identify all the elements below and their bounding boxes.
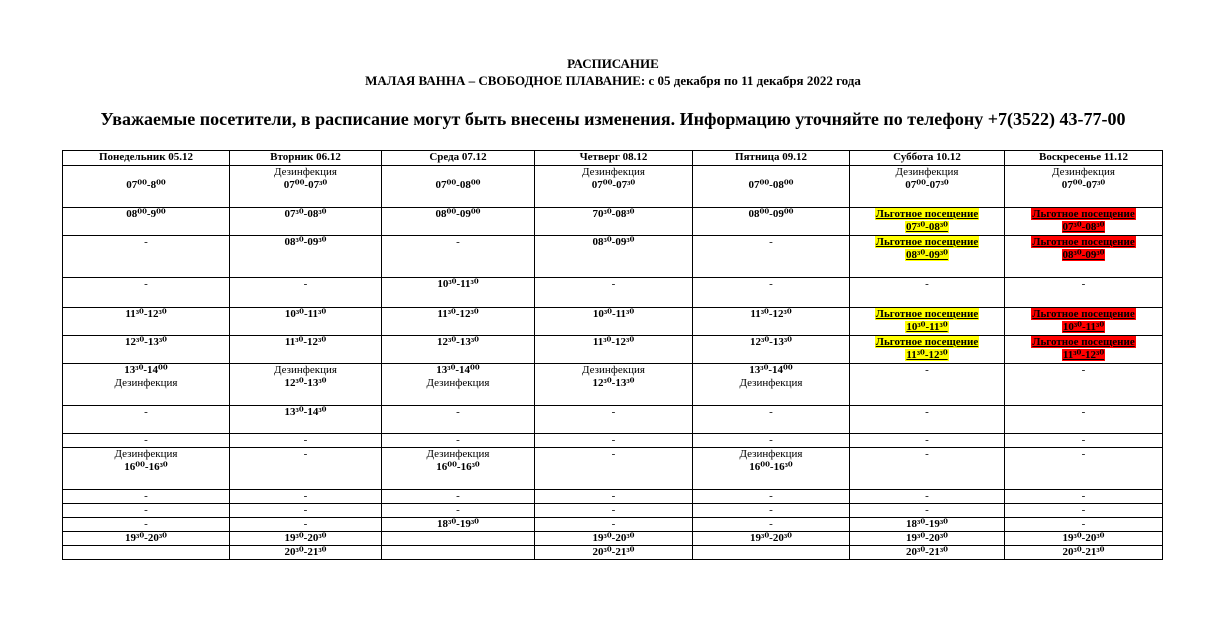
day-header-sunday: Воскресенье 11.12 [1005,151,1163,166]
disinfection-label: Дезинфекция [426,448,490,460]
empty-slot-dash: - [611,434,616,446]
schedule-cell [693,532,850,546]
disinfection-label: Дезинфекция [895,166,959,178]
table-row [63,236,1163,278]
schedule-cell [693,236,850,278]
schedule-cell [850,236,1005,278]
schedule-cell [850,448,1005,490]
empty-slot-dash: - [303,490,308,502]
discount-visit-label: Льготное посещение [875,336,979,348]
time-slot: 10³⁰-11³⁰ [437,278,479,290]
empty-slot-dash: - [769,504,773,516]
table-row [63,364,1163,406]
disinfection-label: Дезинфекция [274,166,337,178]
time-slot: 70³⁰-08³⁰ [592,208,635,220]
schedule-cell [63,546,230,560]
schedule-cell [535,308,693,336]
schedule-cell [230,434,382,448]
schedule-cell [230,448,382,490]
schedule-cell [1005,490,1163,504]
table-row [63,546,1163,560]
time-slot: 16⁰⁰-16³⁰ [124,461,168,473]
time-slot: 12³⁰-13³⁰ [125,336,167,348]
schedule-cell [63,490,230,504]
schedule-cell [1005,364,1163,406]
time-slot: 13³⁰-14⁰⁰ [124,364,168,376]
schedule-cell [382,208,535,236]
empty-slot-dash: - [611,518,616,530]
disinfection-label: Дезинфекция [739,377,803,389]
empty-slot-dash: - [611,504,616,516]
time-slot: 07⁰⁰-08⁰⁰ [748,179,794,191]
schedule-cell [230,546,382,560]
disinfection-label: Дезинфекция [1052,166,1115,178]
time-slot: 20³⁰-21³⁰ [1062,546,1105,558]
schedule-cell [535,364,693,406]
empty-slot-dash: - [611,448,616,460]
empty-slot-dash: - [1081,406,1086,418]
schedule-cell [230,364,382,406]
schedule-cell [63,434,230,448]
schedule-cell [850,532,1005,546]
schedule-cell [382,434,535,448]
time-slot: 08³⁰-09³⁰ [592,236,635,248]
day-header-thursday: Четверг 08.12 [535,151,693,166]
table-row [63,504,1163,518]
time-slot: 10³⁰-11³⁰ [592,308,635,320]
table-header-row [63,151,1163,166]
schedule-cell [693,490,850,504]
empty-slot-dash: - [769,236,773,248]
day-header-friday: Пятница 09.12 [693,151,850,166]
schedule-cell [535,236,693,278]
schedule-cell [63,166,230,208]
discount-visit-label-red: Льготное посещение [1032,236,1135,248]
table-row [63,336,1163,364]
schedule-cell [63,504,230,518]
time-slot: 19³⁰-20³⁰ [125,532,167,544]
empty-slot-dash: - [769,278,773,290]
discount-visit-label-red: Льготное посещение [1032,308,1135,320]
disinfection-label: Дезинфекция [274,364,337,376]
discount-visit-label-red: Льготное посещение [1032,208,1135,220]
schedule-cell [850,504,1005,518]
disinfection-label: Дезинфекция [582,166,645,178]
empty-slot-dash: - [611,406,616,418]
time-slot: 19³⁰-20³⁰ [1062,532,1105,544]
discount-visit-label: 08³⁰-09³⁰ [906,249,948,261]
time-slot: 07⁰⁰-07³⁰ [905,179,949,191]
time-slot: 08⁰⁰-09⁰⁰ [748,208,794,220]
empty-slot-dash: - [769,490,773,502]
empty-slot-dash: - [456,490,460,502]
schedule-cell [1005,504,1163,518]
schedule-cell [63,236,230,278]
schedule-cell [63,448,230,490]
schedule-cell [230,490,382,504]
schedule-cell [230,504,382,518]
discount-visit-label: Льготное посещение [875,308,979,320]
schedule-cell [535,208,693,236]
schedule-cell [535,406,693,434]
schedule-cell [535,518,693,532]
schedule-cell [230,308,382,336]
schedule-cell [535,504,693,518]
schedule-cell [382,166,535,208]
table-row [63,278,1163,308]
time-slot: 19³⁰-20³⁰ [284,532,327,544]
day-header-saturday: Суббота 10.12 [850,151,1005,166]
time-slot: 13³⁰-14⁰⁰ [749,364,793,376]
schedule-cell [230,532,382,546]
schedule-cell [382,308,535,336]
time-slot: 18³⁰-19³⁰ [906,518,948,530]
schedule-cell [1005,434,1163,448]
day-header-monday: Понедельник 05.12 [63,151,230,166]
empty-slot-dash: - [1081,364,1086,376]
notice-text: Уважаемые посетители, в расписание могут быть внесены изменения. Информацию уточняйте по телефону +7(3522) 43-77-00 [100,109,1126,129]
schedule-cell [63,278,230,308]
empty-slot-dash: - [611,490,616,502]
schedule-cell [693,504,850,518]
empty-slot-dash: - [144,490,148,502]
empty-slot-dash: - [1081,278,1086,290]
schedule-cell [382,448,535,490]
schedule-cell [230,278,382,308]
schedule-cell [693,448,850,490]
schedule-cell [230,336,382,364]
disinfection-label: Дезинфекция [582,364,645,376]
time-slot: 20³⁰-21³⁰ [592,546,635,558]
time-slot: 13³⁰-14³⁰ [284,406,327,418]
schedule-cell [693,336,850,364]
schedule-cell [535,166,693,208]
time-slot: 07³⁰-08³⁰ [284,208,327,220]
discount-visit-label: 07³⁰-08³⁰ [906,221,948,233]
schedule-cell [230,166,382,208]
schedule-cell [693,364,850,406]
schedule-cell [1005,308,1163,336]
schedule-cell [535,546,693,560]
page-title: РАСПИСАНИЕ [567,56,659,71]
empty-slot-dash: - [303,504,308,516]
schedule-cell [535,448,693,490]
empty-slot-dash: - [1081,504,1086,516]
schedule-cell [693,278,850,308]
schedule-table [62,150,1163,560]
time-slot: 12³⁰-13³⁰ [750,336,792,348]
time-slot: 10³⁰-11³⁰ [284,308,327,320]
time-slot: 11³⁰-12³⁰ [750,308,792,320]
schedule-cell [850,208,1005,236]
schedule-cell [535,434,693,448]
disinfection-label: Дезинфекция [426,377,490,389]
schedule-cell [382,336,535,364]
disinfection-label: Дезинфекция [739,448,803,460]
discount-visit-label: Льготное посещение [875,208,979,220]
schedule-cell [693,406,850,434]
empty-slot-dash: - [303,278,308,290]
schedule-cell [1005,406,1163,434]
time-slot: 12³⁰-13³⁰ [592,377,635,389]
table-row [63,490,1163,504]
schedule-cell [535,532,693,546]
empty-slot-dash: - [925,278,929,290]
time-slot: 07⁰⁰-08⁰⁰ [435,179,481,191]
empty-slot-dash: - [1081,448,1086,460]
empty-slot-dash: - [1081,490,1086,502]
schedule-cell [63,308,230,336]
schedule-cell [382,278,535,308]
empty-slot-dash: - [144,518,148,530]
time-slot: 07⁰⁰-07³⁰ [591,179,636,191]
empty-slot-dash: - [925,364,929,376]
empty-slot-dash: - [456,406,460,418]
time-slot: 19³⁰-20³⁰ [906,532,948,544]
schedule-cell [1005,448,1163,490]
schedule-cell [850,518,1005,532]
discount-visit-label-red: 10³⁰-11³⁰ [1062,321,1105,333]
discount-visit-label-red: 08³⁰-09³⁰ [1062,249,1105,261]
schedule-cell [1005,518,1163,532]
time-slot: 20³⁰-21³⁰ [906,546,948,558]
schedule-cell [850,406,1005,434]
time-slot: 20³⁰-21³⁰ [284,546,327,558]
table-row [63,208,1163,236]
schedule-cell [382,236,535,278]
schedule-cell [1005,278,1163,308]
empty-slot-dash: - [303,434,308,446]
discount-visit-label: 11³⁰-12³⁰ [906,349,948,361]
schedule-cell [1005,236,1163,278]
schedule-cell [1005,546,1163,560]
discount-visit-label: Льготное посещение [875,236,979,248]
schedule-cell [382,532,535,546]
schedule-cell [693,208,850,236]
empty-slot-dash: - [611,278,616,290]
table-row [63,434,1163,448]
schedule-cell [850,364,1005,406]
time-slot: 11³⁰-12³⁰ [592,336,635,348]
schedule-cell [382,490,535,504]
table-row [63,532,1163,546]
empty-slot-dash: - [1081,434,1086,446]
empty-slot-dash: - [303,518,308,530]
empty-slot-dash: - [144,504,148,516]
schedule-cell [230,208,382,236]
schedule-cell [63,364,230,406]
empty-slot-dash: - [769,518,773,530]
schedule-cell [382,518,535,532]
schedule-cell [850,278,1005,308]
schedule-cell [63,406,230,434]
empty-slot-dash: - [925,504,929,516]
time-slot: 07⁰⁰-8⁰⁰ [126,179,166,191]
schedule-cell [850,308,1005,336]
schedule-cell [230,406,382,434]
schedule-cell [850,434,1005,448]
schedule-cell [1005,336,1163,364]
discount-visit-label-red: 11³⁰-12³⁰ [1062,349,1105,361]
empty-slot-dash: - [925,490,929,502]
schedule-cell [382,406,535,434]
schedule-cell [693,308,850,336]
schedule-cell [382,504,535,518]
schedule-cell [382,364,535,406]
schedule-cell [850,490,1005,504]
schedule-cell [850,546,1005,560]
time-slot: 19³⁰-20³⁰ [750,532,792,544]
schedule-cell [230,518,382,532]
time-slot: 08³⁰-09³⁰ [284,236,327,248]
schedule-cell [693,546,850,560]
schedule-cell [693,434,850,448]
table-row [63,166,1163,208]
schedule-cell [1005,208,1163,236]
empty-slot-dash: - [925,434,929,446]
schedule-cell [63,336,230,364]
empty-slot-dash: - [925,406,929,418]
empty-slot-dash: - [456,236,460,248]
schedule-cell [693,518,850,532]
schedule-cell [1005,532,1163,546]
schedule-cell [850,166,1005,208]
time-slot: 16⁰⁰-16³⁰ [749,461,793,473]
discount-visit-label: 10³⁰-11³⁰ [906,321,948,333]
disinfection-label: Дезинфекция [114,377,178,389]
empty-slot-dash: - [144,434,148,446]
empty-slot-dash: - [925,448,929,460]
discount-visit-label-red: 07³⁰-08³⁰ [1062,221,1105,233]
time-slot: 12³⁰-13³⁰ [437,336,479,348]
schedule-cell [535,278,693,308]
schedule-cell [382,546,535,560]
time-slot: 11³⁰-12³⁰ [284,336,327,348]
time-slot: 11³⁰-12³⁰ [437,308,479,320]
time-slot: 18³⁰-19³⁰ [437,518,479,530]
table-row [63,406,1163,434]
schedule-cell [1005,166,1163,208]
time-slot: 07⁰⁰-07³⁰ [1061,179,1106,191]
schedule-body [63,166,1163,560]
schedule-cell [693,166,850,208]
discount-visit-label-red: Льготное посещение [1032,336,1135,348]
day-header-tuesday: Вторник 06.12 [230,151,382,166]
empty-slot-dash: - [1081,518,1086,530]
day-header-wednesday: Среда 07.12 [382,151,535,166]
time-slot: 07⁰⁰-07³⁰ [283,179,328,191]
time-slot: 08⁰⁰-9⁰⁰ [126,208,166,220]
time-slot: 16⁰⁰-16³⁰ [436,461,480,473]
table-row [63,448,1163,490]
empty-slot-dash: - [303,448,308,460]
empty-slot-dash: - [769,406,773,418]
table-row [63,518,1163,532]
empty-slot-dash: - [456,504,460,516]
disinfection-label: Дезинфекция [114,448,178,460]
schedule-cell [535,336,693,364]
empty-slot-dash: - [144,406,148,418]
time-slot: 19³⁰-20³⁰ [592,532,635,544]
time-slot: 11³⁰-12³⁰ [125,308,167,320]
schedule-cell [63,518,230,532]
schedule-cell [230,236,382,278]
schedule-cell [63,532,230,546]
page-subtitle: МАЛАЯ ВАННА – СВОБОДНОЕ ПЛАВАНИЕ: с 05 декабря по 11 декабря 2022 года [365,73,861,88]
empty-slot-dash: - [144,236,148,248]
schedule-cell [535,490,693,504]
schedule-cell [850,336,1005,364]
time-slot: 08⁰⁰-09⁰⁰ [435,208,481,220]
time-slot: 13³⁰-14⁰⁰ [436,364,480,376]
empty-slot-dash: - [769,434,773,446]
schedule-cell [63,208,230,236]
empty-slot-dash: - [144,278,148,290]
table-row [63,308,1163,336]
empty-slot-dash: - [456,434,460,446]
time-slot: 12³⁰-13³⁰ [284,377,327,389]
